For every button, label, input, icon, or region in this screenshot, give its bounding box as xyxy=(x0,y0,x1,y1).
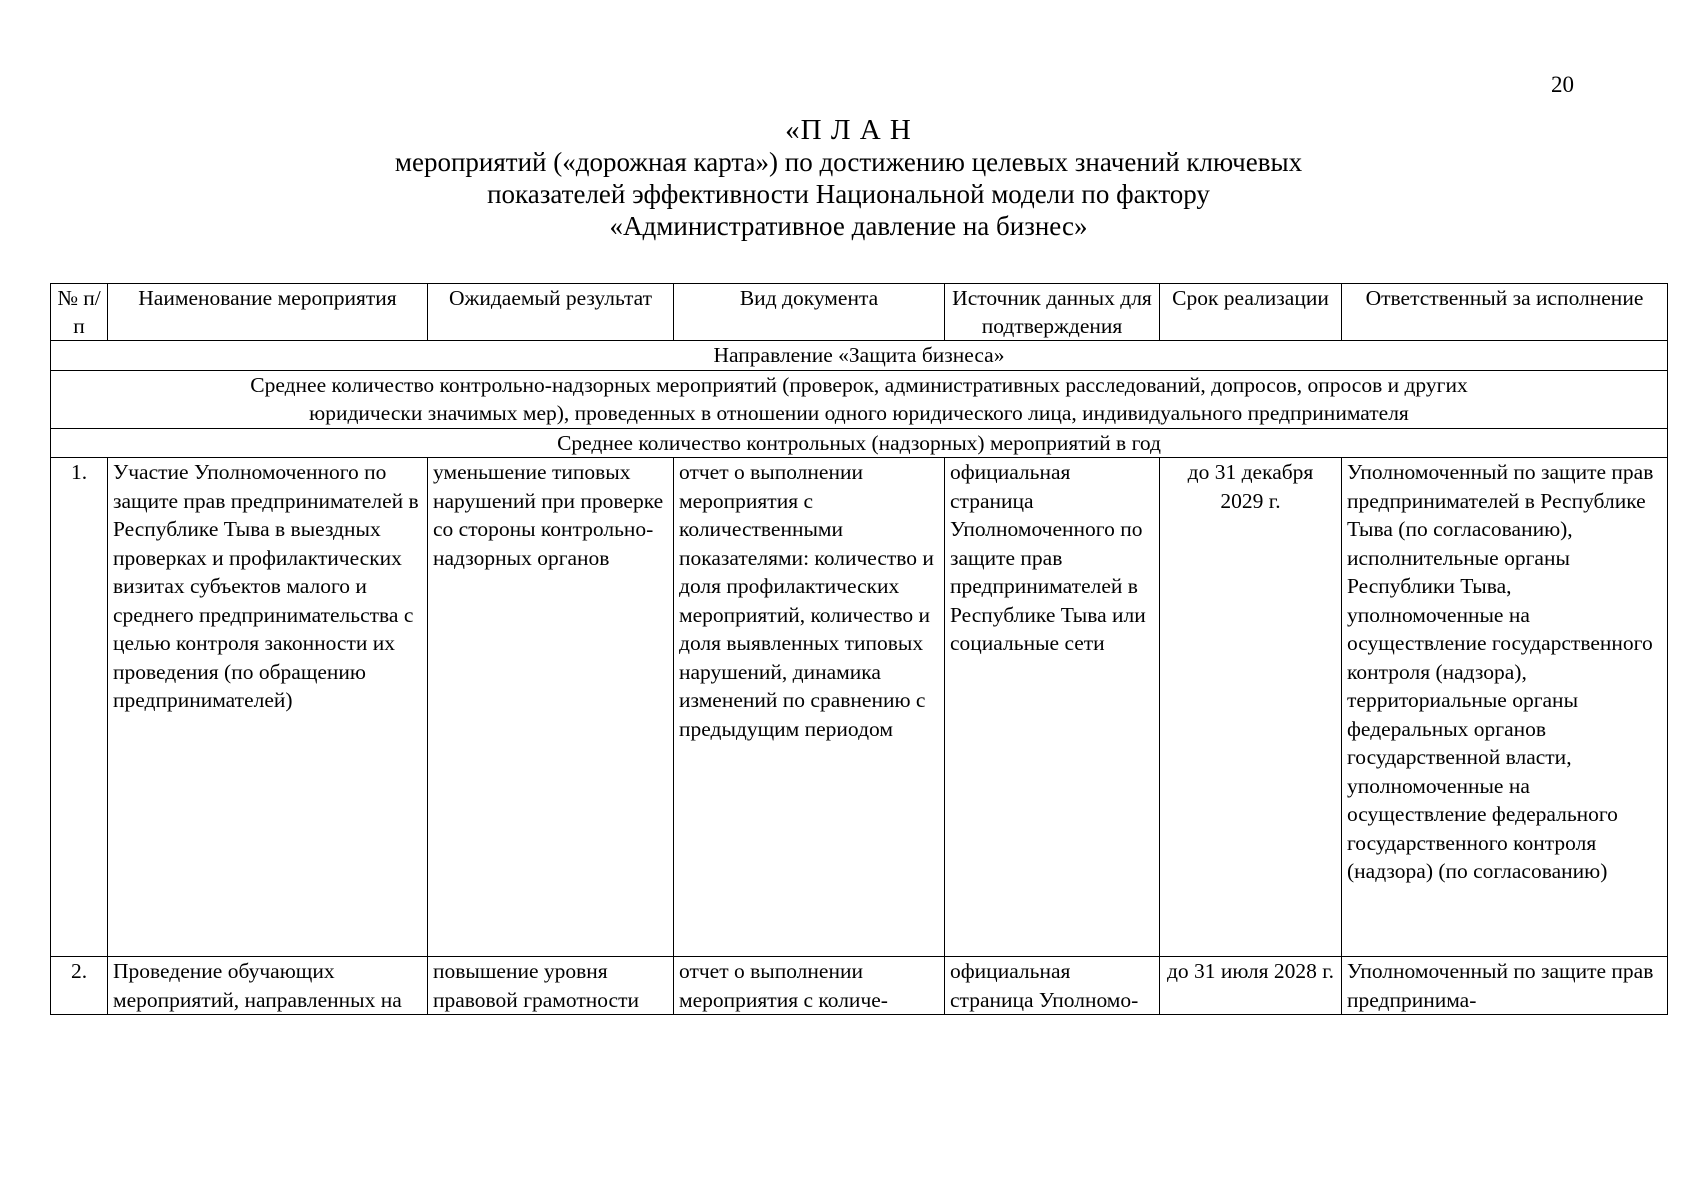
data-source: официальная страница Уполномоченного по защите прав предпринимателей в Республике Тыва или социальные сети xyxy=(945,458,1160,957)
title-line-2: мероприятий («дорожная карта») по достижению целевых значений ключевых xyxy=(394,147,1303,177)
responsible: Уполномоченный по защите прав предпринима- xyxy=(1342,957,1668,1015)
table-row xyxy=(51,957,1668,1015)
deadline: до 31 декабря 2029 г. xyxy=(1160,458,1342,957)
data-source: официальная страница Уполномо- xyxy=(945,957,1160,1015)
subindicator-title: Среднее количество контрольных (надзорных) мероприятий в год xyxy=(51,428,1668,458)
measure-name: Участие Уполномоченного по защите прав предпринимателей в Республике Тыва в выездных проверках и профилактических визитах субъектов малого и среднего предпринимательства с целью контроля законности их проведения (по обращению предпринимателей) xyxy=(108,458,428,957)
header-responsible: Ответственный за исполнение xyxy=(1342,284,1668,341)
responsible: Уполномоченный по защите прав предпринимателей в Республике Тыва (по согласованию), исполнительные органы Республики Тыва, уполномоченные на осуществление государственного контроля (надзора), территориальные органы федеральных органов государственной власти, уполномоченные на осуществление федерального государственного контроля (надзора) (по согласованию) xyxy=(1342,458,1668,957)
direction-row xyxy=(51,341,1668,371)
header-source: Источник данных для подтверждения xyxy=(945,284,1160,341)
header-result: Ожидаемый результат xyxy=(428,284,674,341)
document-type: отчет о выполнении мероприятия с количественными показателями: количество и доля профилактических мероприятий, количество и доля выявленных типовых нарушений, динамика изменений по сравнению с предыдущим периодом xyxy=(674,458,945,957)
row-number: 2. xyxy=(51,957,108,1015)
page-number: 20 xyxy=(1551,72,1574,97)
direction-title: Направление «Защита бизнеса» xyxy=(51,341,1668,371)
subindicator-row xyxy=(51,428,1668,458)
measure-name: Проведение обучающих мероприятий, направленных на xyxy=(108,957,428,1015)
deadline: до 31 июля 2028 г. xyxy=(1160,957,1342,1015)
document-type: отчет о выполнении мероприятия с количе- xyxy=(674,957,945,1015)
indicator-title: Среднее количество контрольно-надзорных мероприятий (проверок, административных расследований, допросов, опросов и других юридически значимых мер), проведенных в отношении одного юридического лица, индивидуального предпринимателя xyxy=(51,370,1668,428)
header-document: Вид документа xyxy=(674,284,945,341)
title-line-4: «Административное давление на бизнес» xyxy=(609,211,1088,241)
plan-table xyxy=(50,283,1668,1015)
row-number: 1. xyxy=(51,458,108,957)
indicator-row xyxy=(51,370,1668,428)
document-title xyxy=(0,114,1697,242)
title-line-3: показателей эффективности Национальной модели по фактору xyxy=(487,179,1210,209)
expected-result: уменьшение типовых нарушений при проверке со стороны контрольно-надзорных органов xyxy=(428,458,674,957)
table-row xyxy=(51,458,1668,957)
header-name: Наименование мероприятия xyxy=(108,284,428,341)
header-num: № п/п xyxy=(51,284,108,341)
table-header-row xyxy=(51,284,1668,341)
expected-result: повышение уровня правовой грамотности xyxy=(428,957,674,1015)
header-deadline: Срок реализации xyxy=(1160,284,1342,341)
title-line-1: «П Л А Н xyxy=(785,114,912,146)
